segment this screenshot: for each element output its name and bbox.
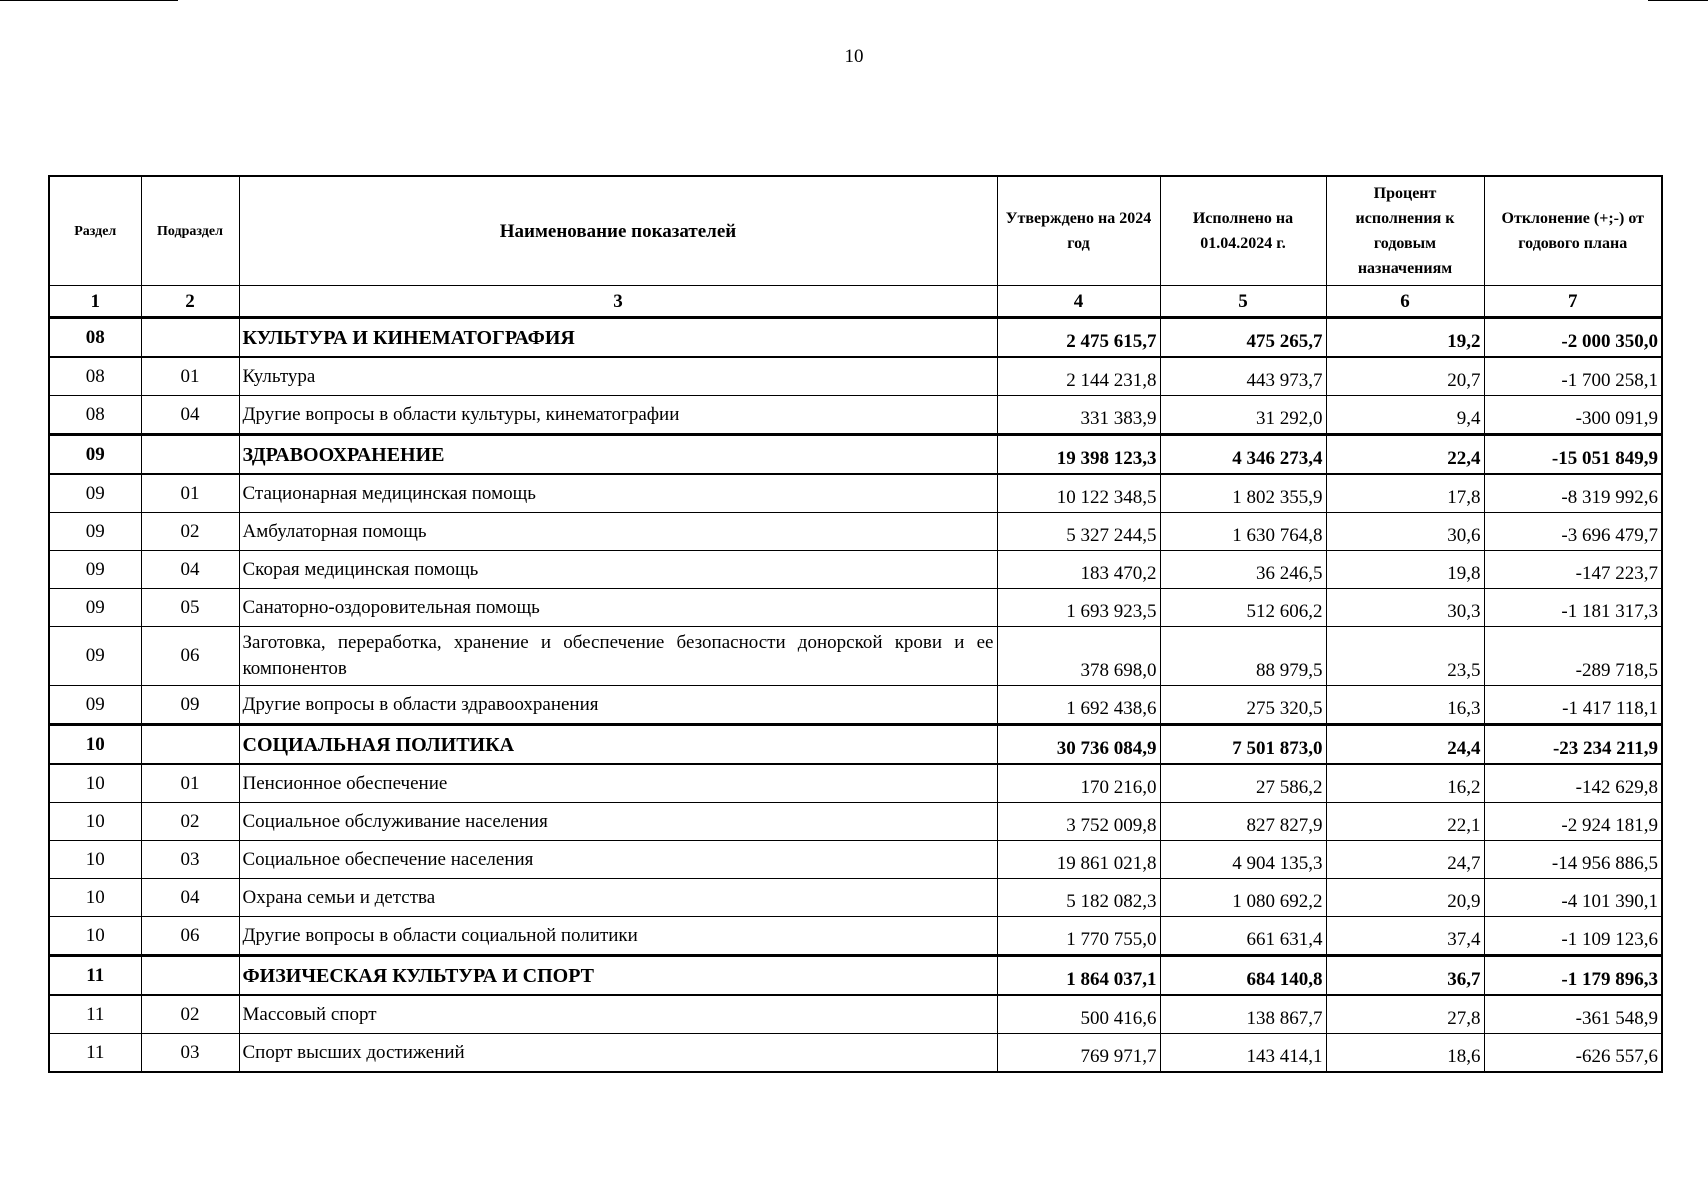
- table-row: [49, 803, 1662, 841]
- section-code-cell: 08: [49, 318, 141, 358]
- table-row: [49, 995, 1662, 1034]
- section-code-cell: 08: [49, 396, 141, 435]
- execution-percent-cell: 18,6: [1326, 1034, 1484, 1073]
- header-row: [49, 176, 1662, 286]
- table-row: [49, 1034, 1662, 1073]
- section-code-cell: 11: [49, 1034, 141, 1073]
- execution-percent-cell: 36,7: [1326, 956, 1484, 996]
- executed-amount-cell: 4 346 273,4: [1160, 435, 1326, 475]
- section-code-cell: 09: [49, 435, 141, 475]
- indicator-name-cell: Санаторно-оздоровительная помощь: [239, 589, 997, 627]
- deviation-amount-cell: -626 557,6: [1484, 1034, 1662, 1073]
- indicator-name-cell: КУЛЬТУРА И КИНЕМАТОГРАФИЯ: [239, 318, 997, 358]
- subsection-code-cell: [141, 956, 239, 996]
- table-row: [49, 589, 1662, 627]
- indicator-name-cell: Другие вопросы в области культуры, кинематографии: [239, 396, 997, 435]
- execution-percent-cell: 9,4: [1326, 396, 1484, 435]
- approved-amount-cell: 19 398 123,3: [997, 435, 1160, 475]
- approved-amount-cell: 183 470,2: [997, 551, 1160, 589]
- approved-amount-cell: 1 770 755,0: [997, 917, 1160, 956]
- subsection-code-cell: 03: [141, 1034, 239, 1073]
- table-row: [49, 627, 1662, 686]
- section-code-cell: 09: [49, 627, 141, 686]
- deviation-amount-cell: -1 417 118,1: [1484, 686, 1662, 725]
- executed-amount-cell: 275 320,5: [1160, 686, 1326, 725]
- section-code-cell: 09: [49, 589, 141, 627]
- header-deviation: Отклонение (+;-) от годового плана: [1484, 176, 1662, 286]
- approved-amount-cell: 1 864 037,1: [997, 956, 1160, 996]
- executed-amount-cell: 143 414,1: [1160, 1034, 1326, 1073]
- section-code-cell: 10: [49, 725, 141, 765]
- deviation-amount-cell: -142 629,8: [1484, 764, 1662, 803]
- column-number: 3: [239, 286, 997, 318]
- execution-percent-cell: 22,1: [1326, 803, 1484, 841]
- section-code-cell: 09: [49, 474, 141, 513]
- subsection-code-cell: 04: [141, 551, 239, 589]
- column-number: 1: [49, 286, 141, 318]
- executed-amount-cell: 512 606,2: [1160, 589, 1326, 627]
- deviation-amount-cell: -289 718,5: [1484, 627, 1662, 686]
- approved-amount-cell: 331 383,9: [997, 396, 1160, 435]
- table-row: [49, 686, 1662, 725]
- approved-amount-cell: 769 971,7: [997, 1034, 1160, 1073]
- deviation-amount-cell: -14 956 886,5: [1484, 841, 1662, 879]
- indicator-name-cell: Культура: [239, 357, 997, 396]
- approved-amount-cell: 30 736 084,9: [997, 725, 1160, 765]
- approved-amount-cell: 5 327 244,5: [997, 513, 1160, 551]
- deviation-amount-cell: -15 051 849,9: [1484, 435, 1662, 475]
- execution-percent-cell: 16,3: [1326, 686, 1484, 725]
- execution-percent-cell: 37,4: [1326, 917, 1484, 956]
- executed-amount-cell: 1 630 764,8: [1160, 513, 1326, 551]
- table-row: [49, 357, 1662, 396]
- subsection-code-cell: 02: [141, 803, 239, 841]
- column-number: 4: [997, 286, 1160, 318]
- subsection-code-cell: 06: [141, 627, 239, 686]
- deviation-amount-cell: -2 000 350,0: [1484, 318, 1662, 358]
- table-row: [49, 513, 1662, 551]
- subsection-code-cell: 02: [141, 513, 239, 551]
- budget-execution-table: [48, 175, 1663, 1073]
- subsection-code-cell: [141, 725, 239, 765]
- indicator-name-cell: Социальное обслуживание населения: [239, 803, 997, 841]
- indicator-name-cell: Другие вопросы в области здравоохранения: [239, 686, 997, 725]
- approved-amount-cell: 2 475 615,7: [997, 318, 1160, 358]
- header-name: Наименование показателей: [239, 176, 997, 286]
- deviation-amount-cell: -1 700 258,1: [1484, 357, 1662, 396]
- approved-amount-cell: 378 698,0: [997, 627, 1160, 686]
- header-approved: Утверждено на 2024 год: [997, 176, 1160, 286]
- executed-amount-cell: 7 501 873,0: [1160, 725, 1326, 765]
- executed-amount-cell: 1 802 355,9: [1160, 474, 1326, 513]
- subsection-code-cell: [141, 318, 239, 358]
- header-section: Раздел: [49, 176, 141, 286]
- subsection-code-cell: 02: [141, 995, 239, 1034]
- execution-percent-cell: 19,8: [1326, 551, 1484, 589]
- table-row: [49, 551, 1662, 589]
- indicator-name-cell: Спорт высших достижений: [239, 1034, 997, 1073]
- execution-percent-cell: 30,3: [1326, 589, 1484, 627]
- section-row: [49, 956, 1662, 996]
- subsection-code-cell: 09: [141, 686, 239, 725]
- subsection-code-cell: 04: [141, 879, 239, 917]
- table-row: [49, 879, 1662, 917]
- execution-percent-cell: 20,9: [1326, 879, 1484, 917]
- approved-amount-cell: 3 752 009,8: [997, 803, 1160, 841]
- execution-percent-cell: 22,4: [1326, 435, 1484, 475]
- executed-amount-cell: 684 140,8: [1160, 956, 1326, 996]
- execution-percent-cell: 27,8: [1326, 995, 1484, 1034]
- deviation-amount-cell: -1 109 123,6: [1484, 917, 1662, 956]
- execution-percent-cell: 17,8: [1326, 474, 1484, 513]
- executed-amount-cell: 475 265,7: [1160, 318, 1326, 358]
- section-code-cell: 10: [49, 803, 141, 841]
- execution-percent-cell: 24,7: [1326, 841, 1484, 879]
- executed-amount-cell: 36 246,5: [1160, 551, 1326, 589]
- header-executed: Исполнено на 01.04.2024 г.: [1160, 176, 1326, 286]
- indicator-name-cell: СОЦИАЛЬНАЯ ПОЛИТИКА: [239, 725, 997, 765]
- indicator-name-cell: Амбулаторная помощь: [239, 513, 997, 551]
- approved-amount-cell: 2 144 231,8: [997, 357, 1160, 396]
- indicator-name-cell: Охрана семьи и детства: [239, 879, 997, 917]
- execution-percent-cell: 20,7: [1326, 357, 1484, 396]
- section-code-cell: 09: [49, 686, 141, 725]
- page-number: 10: [844, 46, 864, 67]
- section-code-cell: 09: [49, 513, 141, 551]
- section-row: [49, 725, 1662, 765]
- deviation-amount-cell: -8 319 992,6: [1484, 474, 1662, 513]
- executed-amount-cell: 827 827,9: [1160, 803, 1326, 841]
- executed-amount-cell: 27 586,2: [1160, 764, 1326, 803]
- indicator-name-cell: Пенсионное обеспечение: [239, 764, 997, 803]
- subsection-code-cell: 01: [141, 357, 239, 396]
- section-code-cell: 11: [49, 956, 141, 996]
- table-row: [49, 396, 1662, 435]
- table-body: [49, 318, 1662, 1073]
- execution-percent-cell: 24,4: [1326, 725, 1484, 765]
- header-percent: Процент исполнения к годовым назначениям: [1326, 176, 1484, 286]
- deviation-amount-cell: -23 234 211,9: [1484, 725, 1662, 765]
- executed-amount-cell: 4 904 135,3: [1160, 841, 1326, 879]
- executed-amount-cell: 1 080 692,2: [1160, 879, 1326, 917]
- section-code-cell: 10: [49, 879, 141, 917]
- executed-amount-cell: 31 292,0: [1160, 396, 1326, 435]
- indicator-name-cell: Стационарная медицинская помощь: [239, 474, 997, 513]
- subsection-code-cell: 04: [141, 396, 239, 435]
- section-code-cell: 09: [49, 551, 141, 589]
- column-number: 6: [1326, 286, 1484, 318]
- section-code-cell: 10: [49, 764, 141, 803]
- column-number: 7: [1484, 286, 1662, 318]
- indicator-name-cell: Социальное обеспечение населения: [239, 841, 997, 879]
- execution-percent-cell: 30,6: [1326, 513, 1484, 551]
- deviation-amount-cell: -4 101 390,1: [1484, 879, 1662, 917]
- indicator-name-cell: ЗДРАВООХРАНЕНИЕ: [239, 435, 997, 475]
- subsection-code-cell: [141, 435, 239, 475]
- section-code-cell: 11: [49, 995, 141, 1034]
- execution-percent-cell: 19,2: [1326, 318, 1484, 358]
- subsection-code-cell: 06: [141, 917, 239, 956]
- table-row: [49, 917, 1662, 956]
- indicator-name-cell: Другие вопросы в области социальной политики: [239, 917, 997, 956]
- scan-edge-line: [0, 0, 178, 1]
- section-row: [49, 435, 1662, 475]
- executed-amount-cell: 443 973,7: [1160, 357, 1326, 396]
- indicator-name-cell: Скорая медицинская помощь: [239, 551, 997, 589]
- column-number: 5: [1160, 286, 1326, 318]
- column-number-row: [49, 286, 1662, 318]
- subsection-code-cell: 05: [141, 589, 239, 627]
- column-number: 2: [141, 286, 239, 318]
- approved-amount-cell: 19 861 021,8: [997, 841, 1160, 879]
- approved-amount-cell: 5 182 082,3: [997, 879, 1160, 917]
- table-row: [49, 841, 1662, 879]
- table-row: [49, 474, 1662, 513]
- approved-amount-cell: 10 122 348,5: [997, 474, 1160, 513]
- section-code-cell: 08: [49, 357, 141, 396]
- deviation-amount-cell: -1 181 317,3: [1484, 589, 1662, 627]
- subsection-code-cell: 01: [141, 474, 239, 513]
- section-code-cell: 10: [49, 917, 141, 956]
- approved-amount-cell: 1 692 438,6: [997, 686, 1160, 725]
- indicator-name-cell: ФИЗИЧЕСКАЯ КУЛЬТУРА И СПОРТ: [239, 956, 997, 996]
- execution-percent-cell: 16,2: [1326, 764, 1484, 803]
- approved-amount-cell: 1 693 923,5: [997, 589, 1160, 627]
- approved-amount-cell: 170 216,0: [997, 764, 1160, 803]
- indicator-name-cell: Заготовка, переработка, хранение и обеспечение безопасности донорской крови и ее компонентов: [239, 627, 997, 686]
- deviation-amount-cell: -1 179 896,3: [1484, 956, 1662, 996]
- approved-amount-cell: 500 416,6: [997, 995, 1160, 1034]
- deviation-amount-cell: -361 548,9: [1484, 995, 1662, 1034]
- deviation-amount-cell: -147 223,7: [1484, 551, 1662, 589]
- deviation-amount-cell: -2 924 181,9: [1484, 803, 1662, 841]
- executed-amount-cell: 661 631,4: [1160, 917, 1326, 956]
- executed-amount-cell: 88 979,5: [1160, 627, 1326, 686]
- subsection-code-cell: 03: [141, 841, 239, 879]
- deviation-amount-cell: -300 091,9: [1484, 396, 1662, 435]
- subsection-code-cell: 01: [141, 764, 239, 803]
- deviation-amount-cell: -3 696 479,7: [1484, 513, 1662, 551]
- table-row: [49, 764, 1662, 803]
- section-row: [49, 318, 1662, 358]
- section-code-cell: 10: [49, 841, 141, 879]
- header-subsection: Подраздел: [141, 176, 239, 286]
- indicator-name-cell: Массовый спорт: [239, 995, 997, 1034]
- execution-percent-cell: 23,5: [1326, 627, 1484, 686]
- executed-amount-cell: 138 867,7: [1160, 995, 1326, 1034]
- scan-edge-line: [1648, 0, 1708, 1]
